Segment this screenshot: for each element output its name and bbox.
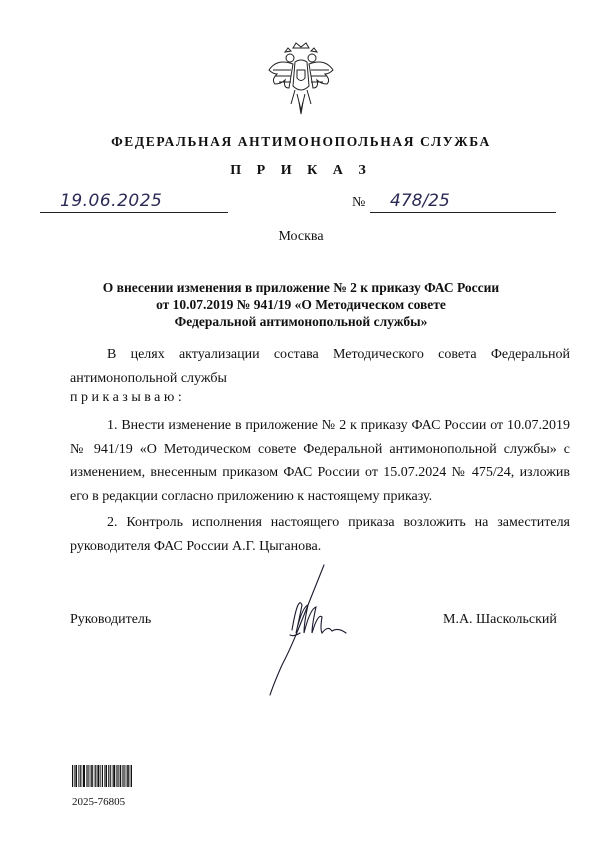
signer-name: М.А. Шаскольский [443,612,557,627]
number-sign: № [352,195,366,210]
handwritten-number: 478/25 [390,191,450,211]
subject-line-3: Федеральной антимонопольной службы» [174,314,428,329]
paragraph-item-1-text: 1. Внести изменение в приложение № 2 к приказу ФАС России от 10.07.2019 № 941/19 «О Методическом совете Федеральной антимонопольной службы» с изменением, внесенным приказом ФАС России от 15.07.2024 № 475/24, изложив его в редакции согласно приложению к настоящему приказу. [70,418,570,504]
preamble-line-2: антимонопольной службы [70,370,227,386]
registration-number: 2025-76805 [72,796,126,808]
preamble-line-1: В целях актуализации состава Методического совета Федеральной [107,347,570,362]
number-field [370,190,556,213]
subject-line-2: от 10.07.2019 № 941/19 «О Методическом совете [156,297,446,312]
signer-position: Руководитель [70,612,152,627]
subject-line-1: О внесении изменения в приложение № 2 к приказу ФАС России [102,280,500,295]
coat-of-arms-icon [263,40,339,120]
signature-icon [262,555,362,700]
paragraph-item-2-text: 2. Контроль исполнения настоящего приказа возложить на заместителя руководителя ФАС России А.Г. Цыганова. [70,515,570,554]
paragraph-item-2 [70,511,570,558]
preamble-paragraph [70,343,570,390]
order-subject [80,279,522,330]
date-field [40,190,228,213]
handwritten-date: 19.06.2025 [60,191,163,211]
decree-word: приказываю: [70,390,186,405]
barcode-icon [72,765,132,787]
document-type: П Р И К А З [230,163,372,178]
agency-name: ФЕДЕРАЛЬНАЯ АНТИМОНОПОЛЬНАЯ СЛУЖБА [111,134,491,149]
paragraph-item-1 [70,414,570,508]
city: Москва [278,229,324,244]
